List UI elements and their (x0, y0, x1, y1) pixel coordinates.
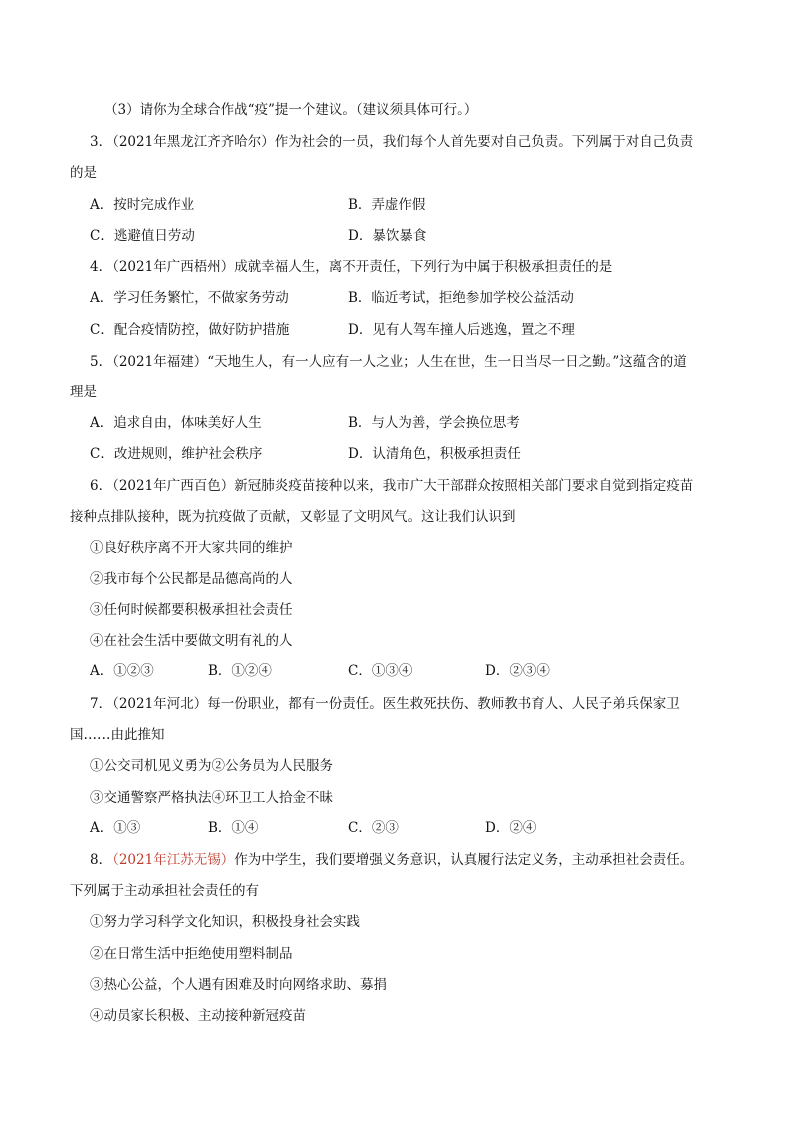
question-5-option-c: C．改进规则，维护社会秩序 (90, 446, 263, 462)
question-8-stem-line1 (90, 851, 693, 869)
question-5-option-a: A．追求自由，体味美好人生 (90, 415, 262, 431)
question-8-stem-line2: 下列属于主动承担社会责任的有 (70, 883, 259, 899)
question-3-stem-line1: 3．（2021年黑龙江齐齐哈尔）作为社会的一员，我们每个人首先要对自己负责。下列属于对自己负责 (90, 134, 694, 150)
question-6-option-b: B．①②④ (208, 663, 272, 679)
question-6-statement-1: ①良好秩序离不开大家共同的维护 (90, 540, 293, 556)
question-7-option-d: D．②④ (485, 820, 537, 836)
question-8-statement-1: ①努力学习科学文化知识，积极投身社会实践 (90, 914, 360, 930)
question-4-option-d: D．见有人驾车撞人后逃逸，置之不理 (348, 322, 575, 338)
question-6-stem-line1: 6．（2021年广西百色）新冠肺炎疫苗接种以来，我市广大干部群众按照相关部门要求自觉到指定疫苗 (90, 478, 694, 494)
question-5-option-d: D．认清角色，积极承担责任 (348, 446, 521, 462)
question-5-stem-line2: 理是 (70, 384, 97, 400)
question-8-number: 8． (90, 852, 113, 868)
question-6-statement-4: ④在社会生活中要做文明有礼的人 (90, 633, 293, 649)
question-6-option-d: D．②③④ (485, 663, 550, 679)
question-7-option-c: C．②③ (348, 820, 399, 836)
question-8-statement-4: ④动员家长积极、主动接种新冠疫苗 (90, 1008, 306, 1024)
question-8-stem-text: 作为中学生，我们要增强义务意识，认真履行法定义务，主动承担社会责任。 (234, 852, 694, 868)
question-7-stem-line2: 国……由此推知 (70, 727, 165, 743)
question-7-option-a: A．①③ (90, 820, 141, 836)
question-4-option-c: C．配合疫情防控，做好防护措施 (90, 322, 290, 338)
question-8-statement-3: ③热心公益，个人遇有困难及时向网络求助、募捐 (90, 977, 387, 993)
question-3-stem-line2: 的是 (70, 165, 97, 181)
question-3-option-c: C．逃避值日劳动 (90, 228, 195, 244)
question-3-option-a: A．按时完成作业 (90, 197, 195, 213)
question-6-stem-line2: 接种点排队接种，既为抗疫做了贡献，又彰显了文明风气。这让我们认识到 (70, 509, 516, 525)
question-3-option-d: D．暴饮暴食 (348, 228, 427, 244)
question-2-sub-3: （3）请你为全球合作战“疫”提一个建议。（建议须具体可行。） (104, 102, 478, 118)
question-7-stem-line1: 7．（2021年河北）每一份职业，都有一份责任。医生救死扶伤、教师教书育人、人民子弟兵保家卫 (90, 696, 680, 712)
question-8-statement-2: ②在日常生活中拒绝使用塑料制品 (90, 946, 293, 962)
question-5-stem-line1: 5．（2021年福建）“天地生人，有一人应有一人之业；人生在世，生一日当尽一日之勤。”这蕴含的道 (90, 354, 687, 370)
question-3-option-b: B．弄虚作假 (348, 197, 426, 213)
question-4-option-b: B．临近考试，拒绝参加学校公益活动 (348, 290, 574, 306)
question-6-statement-3: ③任何时候都要积极承担社会责任 (90, 602, 293, 618)
question-8-source: （2021年江苏无锡） (112, 852, 235, 868)
question-4-option-a: A．学习任务繁忙，不做家务劳动 (90, 290, 289, 306)
question-6-statement-2: ②我市每个公民都是品德高尚的人 (90, 571, 293, 587)
question-7-statements-1-2: ①公交司机见义勇为②公务员为人民服务 (90, 758, 333, 774)
question-4-stem-line1: 4．（2021年广西梧州）成就幸福人生，离不开责任，下列行为中属于积极承担责任的是 (90, 259, 613, 275)
question-5-option-b: B．与人为善，学会换位思考 (348, 415, 520, 431)
question-7-option-b: B．①④ (208, 820, 259, 836)
question-6-option-c: C．①③④ (348, 663, 413, 679)
question-7-statements-3-4: ③交通警察严格执法④环卫工人拾金不昧 (90, 790, 333, 806)
question-6-option-a: A．①②③ (90, 663, 154, 679)
